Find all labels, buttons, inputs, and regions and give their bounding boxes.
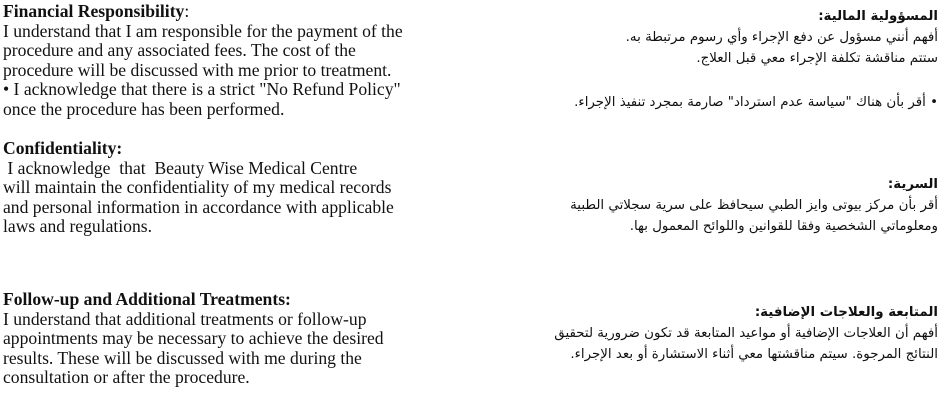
financial-line-1-en: I understand that I am responsible for the payment of the [3, 20, 403, 41]
followup-line-2-en: appointments may be necessary to achieve the desired [3, 328, 384, 349]
financial-heading-ar: المسؤولية المالية: [818, 9, 938, 24]
financial-line-2-en: procedure and any associated fees. The cost of the [3, 40, 356, 61]
financial-line-2-ar: ستتم مناقشة تكلفة الإجراء معي قبل العلاج. [696, 51, 938, 66]
financial-line-1-ar: أفهم أنني مسؤول عن دفع الإجراء وأي رسوم مرتبطة به. [625, 30, 938, 45]
followup-section-ar [468, 302, 938, 365]
financial-bullet-ar: • أقر بأن هناك "سياسة عدم استرداد" صارمة بمجرد تنفيذ الإجراء. [574, 95, 938, 110]
financial-line-3-en: procedure will be discussed with me prior to treatment. [3, 59, 392, 80]
financial-line-5-en: once the procedure has been performed. [3, 98, 285, 119]
confidentiality-line-4-en: laws and regulations. [3, 216, 153, 237]
financial-line-4-en: • I acknowledge that there is a strict "No Refund Policy" [3, 79, 401, 100]
financial-heading-colon-en: : [184, 1, 190, 21]
confidentiality-line-1-ar: أقر بأن مركز بيوتى وايز الطبي سيحافظ على سرية سجلاتي الطبية [570, 198, 938, 213]
confidentiality-line-2-ar: ومعلوماتي الشخصية وفقا للقوانين واللوائح المعمول بها. [629, 219, 938, 234]
followup-section-en [3, 290, 473, 388]
followup-line-4-en: consultation or after the procedure. [3, 367, 250, 388]
financial-responsibility-section-ar [468, 6, 938, 113]
followup-line-3-en: results. These will be discussed with me during the [3, 347, 362, 368]
confidentiality-heading-en: Confidentiality: [3, 138, 123, 158]
confidentiality-line-1-en: I acknowledge that Beauty Wise Medical Centre [3, 157, 358, 178]
confidentiality-section-en [3, 139, 473, 237]
financial-responsibility-section-en [3, 2, 473, 120]
confidentiality-line-3-en: and personal information in accordance with applicable [3, 196, 394, 217]
followup-heading-en: Follow-up and Additional Treatments: [3, 289, 291, 309]
followup-line-1-ar: أفهم أن العلاجات الإضافية أو مواعيد المتابعة قد تكون ضرورية لتحقيق [554, 326, 938, 341]
financial-heading-en: Financial Responsibility [3, 1, 185, 21]
confidentiality-line-2-en: will maintain the confidentiality of my medical records [3, 177, 392, 198]
followup-line-1-en: I understand that additional treatments or follow-up [3, 308, 367, 329]
confidentiality-section-ar [468, 174, 938, 237]
followup-line-2-ar: النتائج المرجوة. سيتم مناقشتها معي أثناء الاستشارة أو بعد الإجراء. [570, 347, 938, 362]
confidentiality-heading-ar: السرية: [887, 177, 938, 192]
followup-heading-ar: المتابعة والعلاجات الإضافية: [754, 305, 938, 320]
